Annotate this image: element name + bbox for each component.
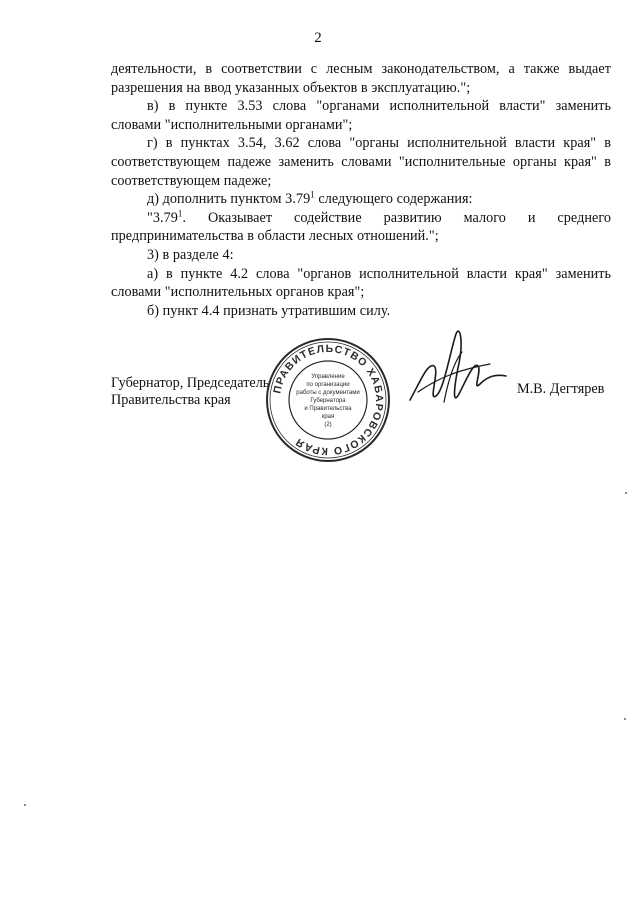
item-d-superscript: 1 [310,189,315,200]
page-number: 2 [314,30,322,46]
paragraph-item-a: а) в пункте 4.2 слова "органов исполнительной власти края" заменить словами "исполнительных органов края"; [111,265,611,301]
seal-center-line: Губернатора [310,398,346,404]
scan-speck [624,718,626,720]
paragraph-section-3: 3) в разделе 4: [147,246,234,263]
official-seal [264,336,392,464]
signatory-title-line2: Правительства края [111,392,231,408]
seal-center-line: Управление [311,374,345,380]
scan-speck [625,492,627,494]
seal-center-line: работы с документами [296,390,360,396]
seal-center-line: края [321,414,335,420]
paragraph-item-d [111,190,611,209]
signatory-name: М.В. Дегтярев [517,381,605,397]
item-d-suffix: следующего содержания: [314,191,473,208]
item-d-prefix: д) дополнить пунктом 3.79 [147,191,311,208]
paragraph-item-v: в) в пункте 3.53 слова "органами исполнительной власти" заменить словами "исполнительными органами"; [111,98,611,133]
quote-superscript: 1 [177,208,183,219]
signatory-title [111,375,269,409]
seal-center-line: по организации [306,382,350,388]
quote-text: . Оказывает содействие развитию малого и среднего [182,209,611,226]
seal-ring-text: ПРАВИТЕЛЬСТВО ХАБАРОВСКОГО КРАЯ [271,342,386,458]
document-body [111,60,611,320]
paragraph-item-b: б) пункт 4.4 признать утратившим силу. [147,302,391,319]
paragraph-item-g: г) в пунктах 3.54, 3.62 слова "органы исполнительной власти края" в соответствующем падеже заменить словами "исполнительные органы края" в соответствующем падеже; [111,135,611,189]
handwritten-signature [398,322,508,422]
quote-prefix: "3.79 [147,209,178,226]
scan-speck [24,804,26,806]
seal-center-line: и Правительства [304,406,352,412]
signatory-title-line1: Губернатор, Председатель [111,375,270,391]
paragraph-quote-continuation: предпринимательства в области лесных отношений."; [111,228,439,245]
paragraph-continuation: деятельности, в соответствии с лесным законодательством, а также выдает разрешения на ввод указанных объектов в эксплуатацию."; [111,61,611,96]
paragraph-quote [111,209,611,228]
seal-center-line: (2) [324,422,332,428]
